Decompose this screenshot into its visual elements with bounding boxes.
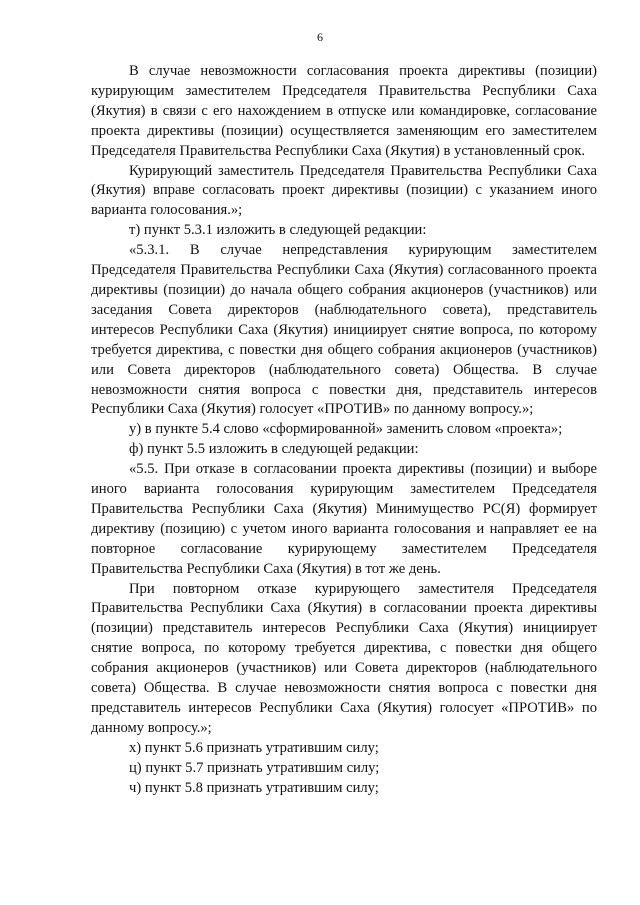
paragraph-alternative-vote: Курирующий заместитель Председателя Правительства Республики Саха (Якутия) вправе согласовать проект директивы (позиции) с указанием иного варианта голосования.»; [91, 162, 597, 219]
page-number: 6 [317, 30, 323, 44]
paragraph-clause-5-3-1: «5.3.1. В случае непредставления курирующим заместителем Председателя Правительства Республики Саха (Якутия) согласованного проекта директивы (позиции) до начала общего собрания акционеров (участников) или заседания Совета директоров (наблюдательного совета), представитель интересов Республики Саха (Якутия) инициирует снятие вопроса, по которому требуется директива, с повестки дня общего собрания акционеров (участников) или Совета директоров (наблюдательного совета) Общества. В случае невозможности снятия вопроса с повестки дня, представитель интересов Республики Саха (Якутия) голосует «ПРОТИВ» по данному вопросу.»; [91, 242, 597, 418]
paragraph-item-ts: ц) пункт 5.7 признать утратившим силу; [129, 759, 380, 776]
paragraph-repeated-refusal: При повторном отказе курирующего заместителя Председателя Правительства Республики Саха (Якутия) в согласовании проекта директивы (позиции) представитель интересов Республики Саха (Якутия) инициирует снятие вопроса, по которому требуется директива, с повестки дня общего собрания акционеров (участников) или Совета директоров (наблюдательного совета) Общества. В случае невозможности снятия вопроса с повестки дня представитель интересов Республики Саха (Якутия) голосует «ПРОТИВ» по данному вопросу.»; [91, 580, 597, 736]
paragraph-substitution-clause: В случае невозможности согласования проекта директивы (позиции) курирующим заместителем Председателя Правительства Республики Саха (Якутия) в связи с его нахождением в отпуске или командировке, согласование проекта директивы (позиции) осуществляется заменяющим его заместителем Председателя Правительства Республики Саха (Якутия) в установленный срок. [91, 63, 597, 159]
paragraph-clause-5-5: «5.5. При отказе в согласовании проекта директивы (позиции) и выборе иного варианта голосования курирующим заместителем Председателя Правительства Республики Саха (Якутия) Минимущество РС(Я) формирует директиву (позицию) с учетом иного варианта голосования и направляет ее на повторное согласование курирующему заместителем Председателя Правительства Республики Саха (Якутия) в тот же день. [91, 461, 597, 577]
paragraph-item-ch: ч) пункт 5.8 признать утратившим силу; [129, 779, 379, 796]
paragraph-item-f: ф) пункт 5.5 изложить в следующей редакции: [129, 441, 419, 458]
paragraph-item-kh: х) пункт 5.6 признать утратившим силу; [129, 739, 379, 756]
paragraph-item-u: у) в пункте 5.4 слово «сформированной» заменить словом «проекта»; [129, 421, 563, 438]
document-body [91, 62, 597, 799]
paragraph-item-t: т) пункт 5.3.1 изложить в следующей редакции: [129, 222, 427, 239]
